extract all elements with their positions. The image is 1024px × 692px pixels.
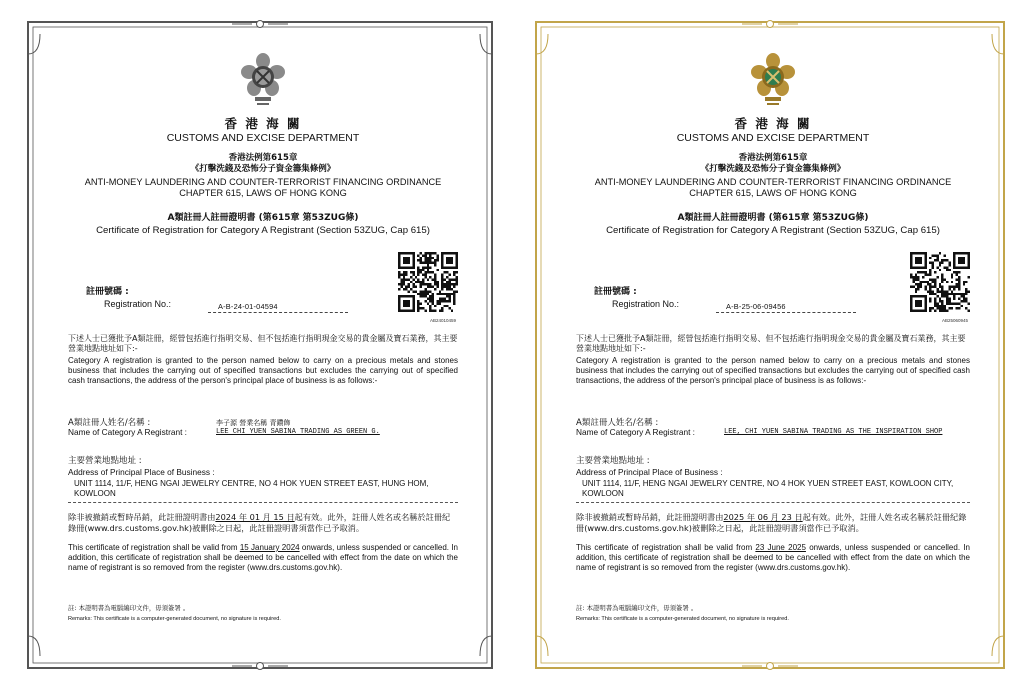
ordinance-chapter-en: CHAPTER 615, LAWS OF HONG KONG: [179, 188, 347, 198]
address-divider: [68, 502, 458, 503]
qr-caption: AB24010459: [429, 318, 456, 323]
qr-code-icon: [398, 252, 458, 312]
ordinance-title-zh: 《打擊洗錢及恐怖分子資金籌集條例》: [700, 164, 846, 174]
ordinance-title-zh: 《打擊洗錢及恐怖分子資金籌集條例》: [190, 164, 336, 174]
registrant-name-label-en: Name of Category A Registrant :: [68, 427, 187, 437]
validity-statement-en: This certificate of registration shall be valid from 15 January 2024 onwards, unless suspended or cancelled. In addition, this certificate of registration shall be deemed to be cancelled with effect from the date on which the name of registrant is so removed from the register (www.drs.customs.gov.hk).: [68, 543, 458, 572]
remark-zh: 註: 本證明書為電腦編印文件，毋須簽署 。: [68, 604, 190, 612]
valid-date-zh: 2025 年 06 月 23 日: [723, 512, 803, 522]
certificate-2024: [22, 14, 498, 676]
remark-en: Remarks: This certificate is a computer-generated document, no signature is required.: [68, 616, 281, 622]
address-label-zh: 主要營業地點地址 :: [576, 456, 650, 466]
valid-date-zh: 2024 年 01 月 15 日: [215, 512, 295, 522]
grant-statement-zh: 下述人士已獲批予A類註冊，經營包括進行指明交易、但不包括進行指明現金交易的貴金屬及寶石業務，其主要營業地點地址如下:-: [68, 334, 458, 353]
business-address: UNIT 1114, 11/F, HENG NGAI JEWELRY CENTRE, NO 4 HOK YUEN STREET EAST, KOWLOON CITY, KOWLOON: [582, 479, 954, 498]
certificate-title-zh: A類註冊人註冊證明書 (第615章 第53ZUG條): [167, 213, 359, 223]
business-address: UNIT 1114, 11/F, HENG NGAI JEWELRY CENTRE, NO 4 HOK YUEN STREET EAST, HUNG HOM, KOWLOON: [74, 479, 429, 498]
department-name-zh: 香 港 海 關: [224, 116, 302, 131]
ordinance-chapter-zh: 香港法例第615章: [228, 153, 298, 163]
ordinance-title-en: ANTI-MONEY LAUNDERING AND COUNTER-TERRORIST FINANCING ORDINANCE: [84, 177, 442, 187]
certificate-title-en: Certificate of Registration for Category A Registrant (Section 53ZUG, Cap 615): [96, 225, 430, 236]
registrant-name-en: LEE, CHI YUEN SABINA TRADING AS THE INSPIRATION SHOP: [724, 428, 943, 436]
department-name-en: CUSTOMS AND EXCISE DEPARTMENT: [676, 132, 870, 144]
remark-zh: 註: 本證明書為電腦編印文件，毋須簽署 。: [576, 604, 698, 612]
department-name-en: CUSTOMS AND EXCISE DEPARTMENT: [166, 132, 360, 144]
valid-date-en: 23 June 2025: [755, 543, 806, 552]
qr-code-icon: [910, 252, 970, 312]
valid-date-en: 15 January 2024: [239, 543, 300, 552]
remark-en: Remarks: This certificate is a computer-generated document, no signature is required.: [576, 616, 789, 622]
address-label-en: Address of Principal Place of Business :: [576, 467, 723, 477]
qr-caption: AB25060945: [941, 318, 968, 323]
registration-underline: [208, 312, 348, 313]
registration-label-en: Registration No.:: [104, 299, 172, 309]
validity-statement-zh: 除非被撤銷或暫時吊銷，此註冊證明書由2025 年 06 月 23 日起有效。此外，註冊人姓名或名稱於註冊紀錄冊(www.drs.customs.gov.hk)被刪除之日起，此註冊證明書須當作已予取消。: [576, 512, 967, 533]
department-name-zh: 香 港 海 關: [734, 116, 812, 131]
registrant-name-zh: 李子源 營業名稱 青鑽飾: [216, 419, 291, 427]
registrant-name-label-en: Name of Category A Registrant :: [576, 427, 695, 437]
registration-label-zh: 註冊號碼 :: [86, 287, 129, 297]
grant-statement-en: Category A registration is granted to the person named below to carry on a precious metals and stones business that includes the carrying out of specified transactions but excludes the carrying out of specified cash transactions, the address of the person's principal place of business is as follows:-: [68, 356, 458, 385]
registration-label-en: Registration No.:: [612, 299, 680, 309]
validity-statement-en: This certificate of registration shall be valid from 23 June 2025 onwards, unless suspended or cancelled. In addition, this certificate of registration shall be deemed to be cancelled with effect from the date on which the name of registrant is so removed from the register (www.drs.customs.gov.hk).: [576, 543, 970, 572]
certificate-2025: [530, 14, 1010, 676]
customs-emblem-icon: [743, 52, 803, 112]
ordinance-title-en: ANTI-MONEY LAUNDERING AND COUNTER-TERRORIST FINANCING ORDINANCE: [594, 177, 952, 187]
certificate-title-zh: A類註冊人註冊證明書 (第615章 第53ZUG條): [677, 213, 869, 223]
registration-underline: [716, 312, 856, 313]
registrant-name-label-zh: A類註冊人姓名/名稱 :: [68, 418, 151, 428]
ordinance-chapter-zh: 香港法例第615章: [738, 153, 808, 163]
ordinance-chapter-en: CHAPTER 615, LAWS OF HONG KONG: [689, 188, 857, 198]
registrant-name-en: LEE CHI YUEN SABINA TRADING AS GREEN G.: [216, 428, 380, 436]
grant-statement-zh: 下述人士已獲批予A類註冊，經營包括進行指明交易、但不包括進行指明現金交易的貴金屬及寶石業務，其主要營業地點地址如下:-: [576, 334, 966, 353]
customs-emblem-icon: [233, 52, 293, 112]
registration-label-zh: 註冊號碼 :: [594, 287, 637, 297]
address-label-zh: 主要營業地點地址 :: [68, 456, 142, 466]
address-label-en: Address of Principal Place of Business :: [68, 467, 215, 477]
registration-number: A-B-25-06-09456: [726, 302, 786, 311]
grant-statement-en: Category A registration is granted to the person named below to carry on a precious metals and stones business that includes the carrying out of specified transactions but excludes the carrying out of specified cash transactions, the address of the person's principal place of business is as follows:-: [576, 356, 970, 385]
validity-statement-zh: 除非被撤銷或暫時吊銷，此註冊證明書由2024 年 01 月 15 日起有效。此外，註冊人姓名或名稱於註冊紀錄冊(www.drs.customs.gov.hk)被刪除之日起，此註冊證明書須當作已予取消。: [68, 512, 451, 533]
certificate-title-en: Certificate of Registration for Category A Registrant (Section 53ZUG, Cap 615): [606, 225, 940, 236]
address-divider: [576, 502, 970, 503]
registrant-name-label-zh: A類註冊人姓名/名稱 :: [576, 418, 659, 428]
registration-number: A-B-24-01-04594: [218, 302, 278, 311]
